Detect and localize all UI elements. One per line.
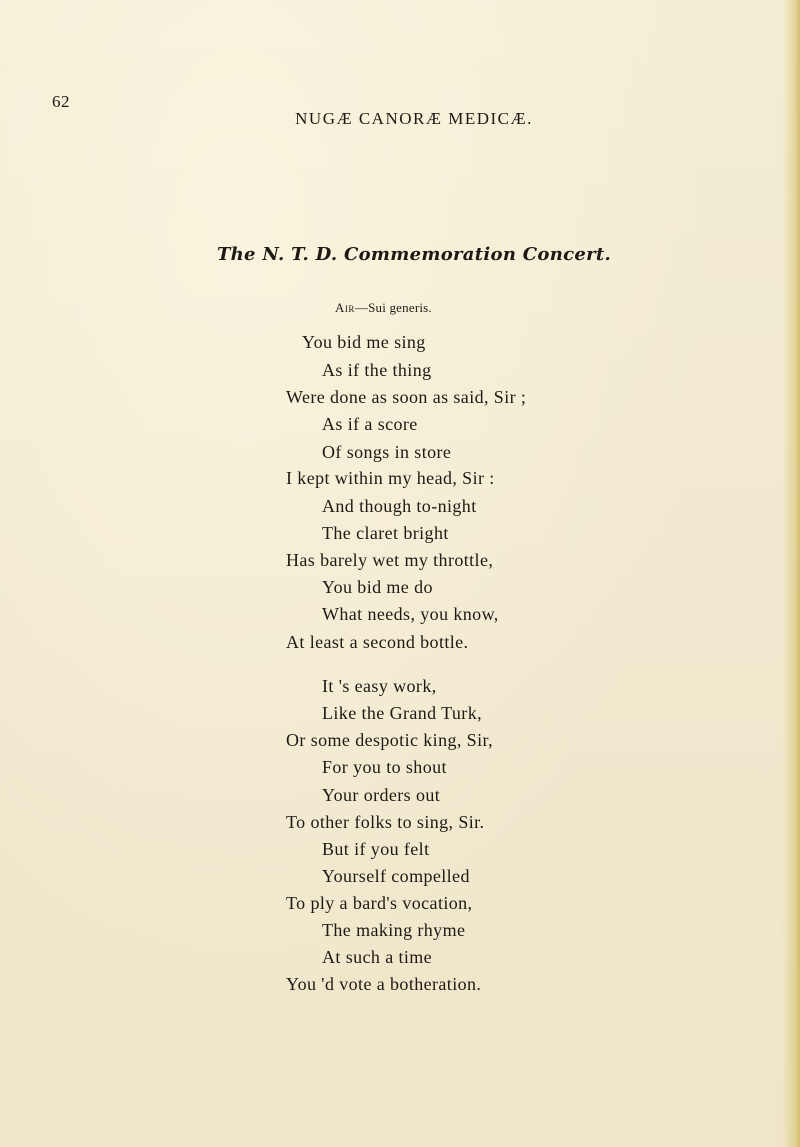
verse-line: At least a second bottle. [286,632,469,652]
verse-line: You bid me sing [302,332,426,352]
verse-line: Like the Grand Turk, [322,703,482,723]
verse-line: For you to shout [322,757,447,777]
verse-line: Has barely wet my throttle, [286,550,494,570]
poem-title: The N. T. D. Commemoration Concert. [216,244,612,265]
verse-line: Were done as soon as said, Sir ; [286,387,527,407]
verse-line: But if you felt [322,839,430,859]
verse-line: You bid me do [322,577,433,597]
air-line [335,300,432,316]
verse-line: What needs, you know, [322,604,499,624]
verse-line: To ply a bard's vocation, [286,893,473,913]
verse-line: The claret bright [322,523,449,543]
verse-line: And though to-night [322,496,477,516]
air-label: Air [335,300,355,315]
verse-line: I kept within my head, Sir : [286,468,495,488]
verse-line: At such a time [322,947,433,967]
verse-line: The making rhyme [322,920,466,940]
page-number: 62 [52,92,70,111]
verse-line: Or some despotic king, Sir, [286,730,494,750]
air-text: —Sui generis. [354,300,432,315]
verse-line: Of songs in store [322,442,452,462]
running-head: NUGÆ CANORÆ MEDICÆ. [295,109,533,128]
page-edge [782,0,800,1147]
verse-line: As if the thing [322,360,432,380]
verse-line: It 's easy work, [322,676,437,696]
verse-line: Yourself compelled [322,866,470,886]
verse-line: You 'd vote a botheration. [286,974,482,994]
verse-line: As if a score [322,414,418,434]
verse-line: To other folks to sing, Sir. [286,812,485,832]
verse-line: Your orders out [322,785,441,805]
